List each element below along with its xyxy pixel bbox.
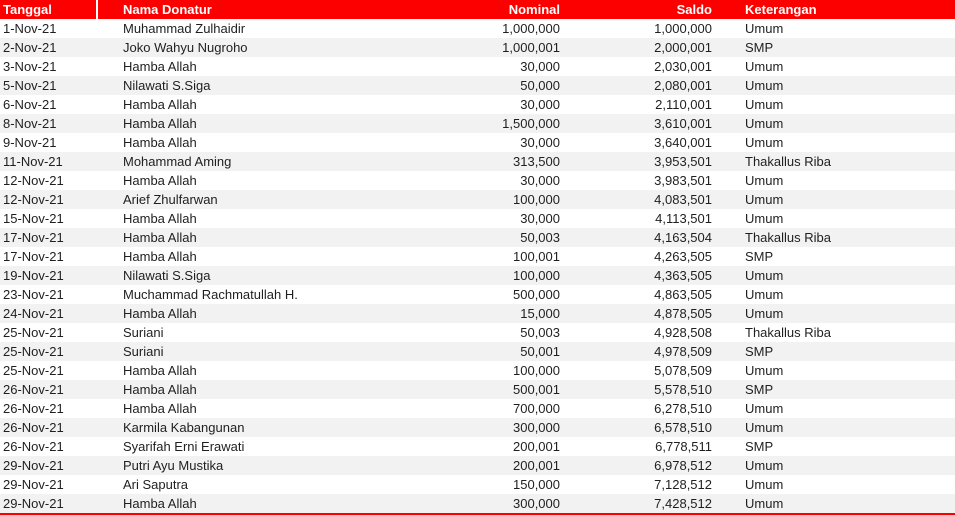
cell-keterangan[interactable]: Umum [745, 173, 784, 188]
cell-nominal[interactable]: 15,000 [520, 306, 560, 321]
cell-tanggal[interactable]: 24-Nov-21 [3, 306, 64, 321]
table-row [0, 380, 955, 399]
cell-nama[interactable]: Hamba Allah [123, 59, 197, 74]
cell-tanggal[interactable]: 23-Nov-21 [3, 287, 64, 302]
cell-tanggal[interactable]: 19-Nov-21 [3, 268, 64, 283]
cell-saldo[interactable]: 6,578,510 [654, 420, 712, 435]
cell-saldo[interactable]: 4,928,508 [654, 325, 712, 340]
cell-saldo[interactable]: 3,983,501 [654, 173, 712, 188]
cell-nama[interactable]: Arief Zhulfarwan [123, 192, 218, 207]
cell-keterangan[interactable]: SMP [745, 439, 774, 454]
cell-keterangan[interactable]: Umum [745, 116, 784, 131]
table-row [0, 456, 955, 475]
cell-saldo[interactable]: 4,083,501 [654, 192, 712, 207]
cell-nominal[interactable]: 50,000 [520, 78, 560, 93]
table-row [0, 209, 955, 228]
cell-saldo[interactable]: 4,878,505 [654, 306, 712, 321]
cell-saldo[interactable]: 2,080,001 [654, 78, 712, 93]
cell-keterangan[interactable]: Umum [745, 401, 784, 416]
cell-tanggal[interactable]: 29-Nov-21 [3, 496, 64, 511]
cell-keterangan[interactable]: Thakallus Riba [745, 325, 831, 340]
cell-tanggal[interactable]: 1-Nov-21 [3, 21, 57, 36]
cell-nominal[interactable]: 30,000 [520, 211, 560, 226]
cell-keterangan[interactable]: Umum [745, 306, 784, 321]
table-row [0, 342, 955, 361]
cell-nama[interactable]: Hamba Allah [123, 211, 197, 226]
cell-nama[interactable]: Hamba Allah [123, 116, 197, 131]
cell-saldo[interactable]: 5,578,510 [654, 382, 712, 397]
cell-nama[interactable]: Nilawati S.Siga [123, 78, 211, 93]
header-cell-tanggal[interactable]: Tanggal [0, 0, 98, 19]
cell-keterangan[interactable]: Umum [745, 496, 784, 511]
cell-nama[interactable]: Muchammad Rachmatullah H. [123, 287, 298, 302]
table-row [0, 190, 955, 209]
cell-saldo[interactable]: 6,778,511 [655, 439, 712, 454]
cell-saldo[interactable]: 6,278,510 [654, 401, 712, 416]
cell-nominal[interactable]: 1,000,001 [502, 40, 560, 55]
cell-tanggal[interactable]: 8-Nov-21 [3, 116, 57, 131]
cell-nominal[interactable]: 700,000 [513, 401, 560, 416]
cell-tanggal[interactable]: 3-Nov-21 [3, 59, 57, 74]
cell-keterangan[interactable]: SMP [745, 344, 774, 359]
cell-nominal[interactable]: 200,001 [513, 439, 560, 454]
cell-nominal[interactable]: 300,000 [513, 496, 560, 511]
cell-nama[interactable]: Mohammad Aming [123, 154, 232, 169]
cell-tanggal[interactable]: 25-Nov-21 [3, 325, 64, 340]
cell-saldo[interactable]: 3,640,001 [654, 135, 712, 150]
cell-tanggal[interactable]: 6-Nov-21 [3, 97, 57, 112]
cell-saldo[interactable]: 4,863,505 [654, 287, 712, 302]
cell-keterangan[interactable]: Umum [745, 192, 784, 207]
table-row [0, 418, 955, 437]
cell-nominal[interactable]: 500,000 [513, 287, 560, 302]
cell-saldo[interactable]: 4,363,505 [654, 268, 712, 283]
cell-nominal[interactable]: 30,000 [520, 173, 560, 188]
cell-saldo[interactable]: 4,163,504 [654, 230, 712, 245]
table-row [0, 266, 955, 285]
table-header-row [0, 0, 955, 19]
cell-tanggal[interactable]: 25-Nov-21 [3, 363, 64, 378]
table-row [0, 95, 955, 114]
cell-nominal[interactable]: 200,001 [513, 458, 560, 473]
cell-tanggal[interactable]: 26-Nov-21 [3, 401, 64, 416]
cell-saldo[interactable]: 4,113,501 [655, 211, 712, 226]
cell-nama[interactable]: Hamba Allah [123, 401, 197, 416]
table-row [0, 76, 955, 95]
cell-nama[interactable]: Hamba Allah [123, 97, 197, 112]
header-cell-saldo[interactable]: Saldo [676, 2, 712, 17]
cell-nama[interactable]: Karmila Kabangunan [123, 420, 245, 435]
cell-tanggal[interactable]: 26-Nov-21 [3, 439, 64, 454]
cell-tanggal[interactable]: 12-Nov-21 [3, 192, 64, 207]
cell-tanggal[interactable]: 11-Nov-21 [3, 154, 63, 169]
table-row [0, 152, 955, 171]
cell-nominal[interactable]: 30,000 [520, 135, 560, 150]
cell-nama[interactable]: Hamba Allah [123, 382, 197, 397]
cell-keterangan[interactable]: Umum [745, 268, 784, 283]
cell-tanggal[interactable]: 12-Nov-21 [3, 173, 64, 188]
cell-nama[interactable]: Hamba Allah [123, 306, 197, 321]
table-row [0, 285, 955, 304]
cell-keterangan[interactable]: Umum [745, 458, 784, 473]
cell-keterangan[interactable]: SMP [745, 382, 774, 397]
cell-nominal[interactable]: 50,003 [520, 325, 560, 340]
cell-keterangan[interactable]: Umum [745, 97, 784, 112]
cell-saldo[interactable]: 7,428,512 [654, 496, 712, 511]
cell-nama[interactable]: Hamba Allah [123, 135, 197, 150]
cell-nominal[interactable]: 100,001 [513, 249, 560, 264]
cell-keterangan[interactable]: Umum [745, 477, 784, 492]
header-cell-nominal[interactable]: Nominal [508, 2, 560, 17]
cell-nama[interactable]: Hamba Allah [123, 363, 197, 378]
header-cell-keterangan[interactable]: Keterangan [745, 2, 817, 17]
table-row [0, 171, 955, 190]
cell-nominal[interactable]: 30,000 [520, 59, 560, 74]
header-cell-nama-donatur[interactable]: Nama Donatur [123, 2, 212, 17]
cell-nama[interactable]: Hamba Allah [123, 496, 197, 511]
cell-saldo[interactable]: 2,000,001 [654, 40, 712, 55]
cell-keterangan[interactable]: Umum [745, 420, 784, 435]
cell-keterangan[interactable]: Umum [745, 59, 784, 74]
cell-nama[interactable]: Nilawati S.Siga [123, 268, 211, 283]
table-row [0, 494, 955, 513]
cell-nama[interactable]: Suriani [123, 325, 164, 340]
cell-keterangan[interactable]: Umum [745, 287, 784, 302]
table-row [0, 19, 955, 38]
cell-tanggal[interactable]: 17-Nov-21 [3, 230, 64, 245]
cell-saldo[interactable]: 7,128,512 [654, 477, 712, 492]
cell-keterangan[interactable]: Umum [745, 211, 784, 226]
cell-nominal[interactable]: 30,000 [520, 97, 560, 112]
cell-saldo[interactable]: 4,978,509 [654, 344, 712, 359]
cell-keterangan[interactable]: Umum [745, 78, 784, 93]
cell-tanggal[interactable]: 26-Nov-21 [3, 420, 64, 435]
cell-nama[interactable]: Syarifah Erni Erawati [123, 439, 245, 454]
cell-saldo[interactable]: 1,000,000 [654, 21, 712, 36]
table-row [0, 399, 955, 418]
cell-tanggal[interactable]: 26-Nov-21 [3, 382, 64, 397]
cell-tanggal[interactable]: 25-Nov-21 [3, 344, 64, 359]
table-row [0, 133, 955, 152]
cell-tanggal[interactable]: 9-Nov-21 [3, 135, 57, 150]
cell-keterangan[interactable]: Umum [745, 21, 784, 36]
cell-keterangan[interactable]: SMP [745, 40, 774, 55]
table-row [0, 114, 955, 133]
cell-nominal[interactable]: 1,500,000 [502, 116, 560, 131]
table-row [0, 361, 955, 380]
table-row [0, 437, 955, 456]
table-body [0, 19, 955, 513]
cell-nama[interactable]: Hamba Allah [123, 230, 197, 245]
cell-tanggal[interactable]: 5-Nov-21 [3, 78, 57, 93]
cell-keterangan[interactable]: Umum [745, 363, 784, 378]
cell-tanggal[interactable]: 17-Nov-21 [3, 249, 64, 264]
cell-nominal[interactable]: 100,000 [513, 268, 560, 283]
cell-saldo[interactable]: 6,978,512 [654, 458, 712, 473]
cell-nominal[interactable]: 500,001 [513, 382, 560, 397]
cell-keterangan[interactable]: Umum [745, 135, 784, 150]
cell-nama[interactable]: Hamba Allah [123, 249, 197, 264]
cell-nominal[interactable]: 100,000 [513, 192, 560, 207]
cell-saldo[interactable]: 3,953,501 [654, 154, 712, 169]
cell-nama[interactable]: Ari Saputra [123, 477, 189, 492]
cell-nominal[interactable]: 50,003 [520, 230, 560, 245]
cell-tanggal[interactable]: 15-Nov-21 [3, 211, 64, 226]
table-row [0, 228, 955, 247]
cell-saldo[interactable]: 2,030,001 [654, 59, 712, 74]
cell-saldo[interactable]: 2,110,001 [655, 97, 712, 112]
table-row [0, 57, 955, 76]
cell-tanggal[interactable]: 29-Nov-21 [3, 458, 64, 473]
table-row [0, 304, 955, 323]
cell-nominal[interactable]: 313,500 [513, 154, 560, 169]
table-row [0, 247, 955, 266]
cell-saldo[interactable]: 3,610,001 [654, 116, 712, 131]
cell-nominal[interactable]: 150,000 [513, 477, 560, 492]
cell-keterangan[interactable]: Thakallus Riba [745, 230, 831, 245]
cell-nama[interactable]: Muhammad Zulhaidir [123, 21, 246, 36]
cell-nominal[interactable]: 1,000,000 [502, 21, 560, 36]
cell-saldo[interactable]: 4,263,505 [654, 249, 712, 264]
cell-nama[interactable]: Suriani [123, 344, 164, 359]
cell-tanggal[interactable]: 29-Nov-21 [3, 477, 64, 492]
cell-tanggal[interactable]: 2-Nov-21 [3, 40, 57, 55]
cell-keterangan[interactable]: SMP [745, 249, 774, 264]
cell-keterangan[interactable]: Thakallus Riba [745, 154, 831, 169]
cell-nama[interactable]: Hamba Allah [123, 173, 197, 188]
cell-nominal[interactable]: 300,000 [513, 420, 560, 435]
table-row [0, 38, 955, 57]
table-row [0, 323, 955, 342]
cell-nominal[interactable]: 100,000 [513, 363, 560, 378]
table-row [0, 475, 955, 494]
cell-saldo[interactable]: 5,078,509 [654, 363, 712, 378]
cell-nama[interactable]: Joko Wahyu Nugroho [123, 40, 248, 55]
cell-nama[interactable]: Putri Ayu Mustika [123, 458, 224, 473]
cell-nominal[interactable]: 50,001 [520, 344, 560, 359]
